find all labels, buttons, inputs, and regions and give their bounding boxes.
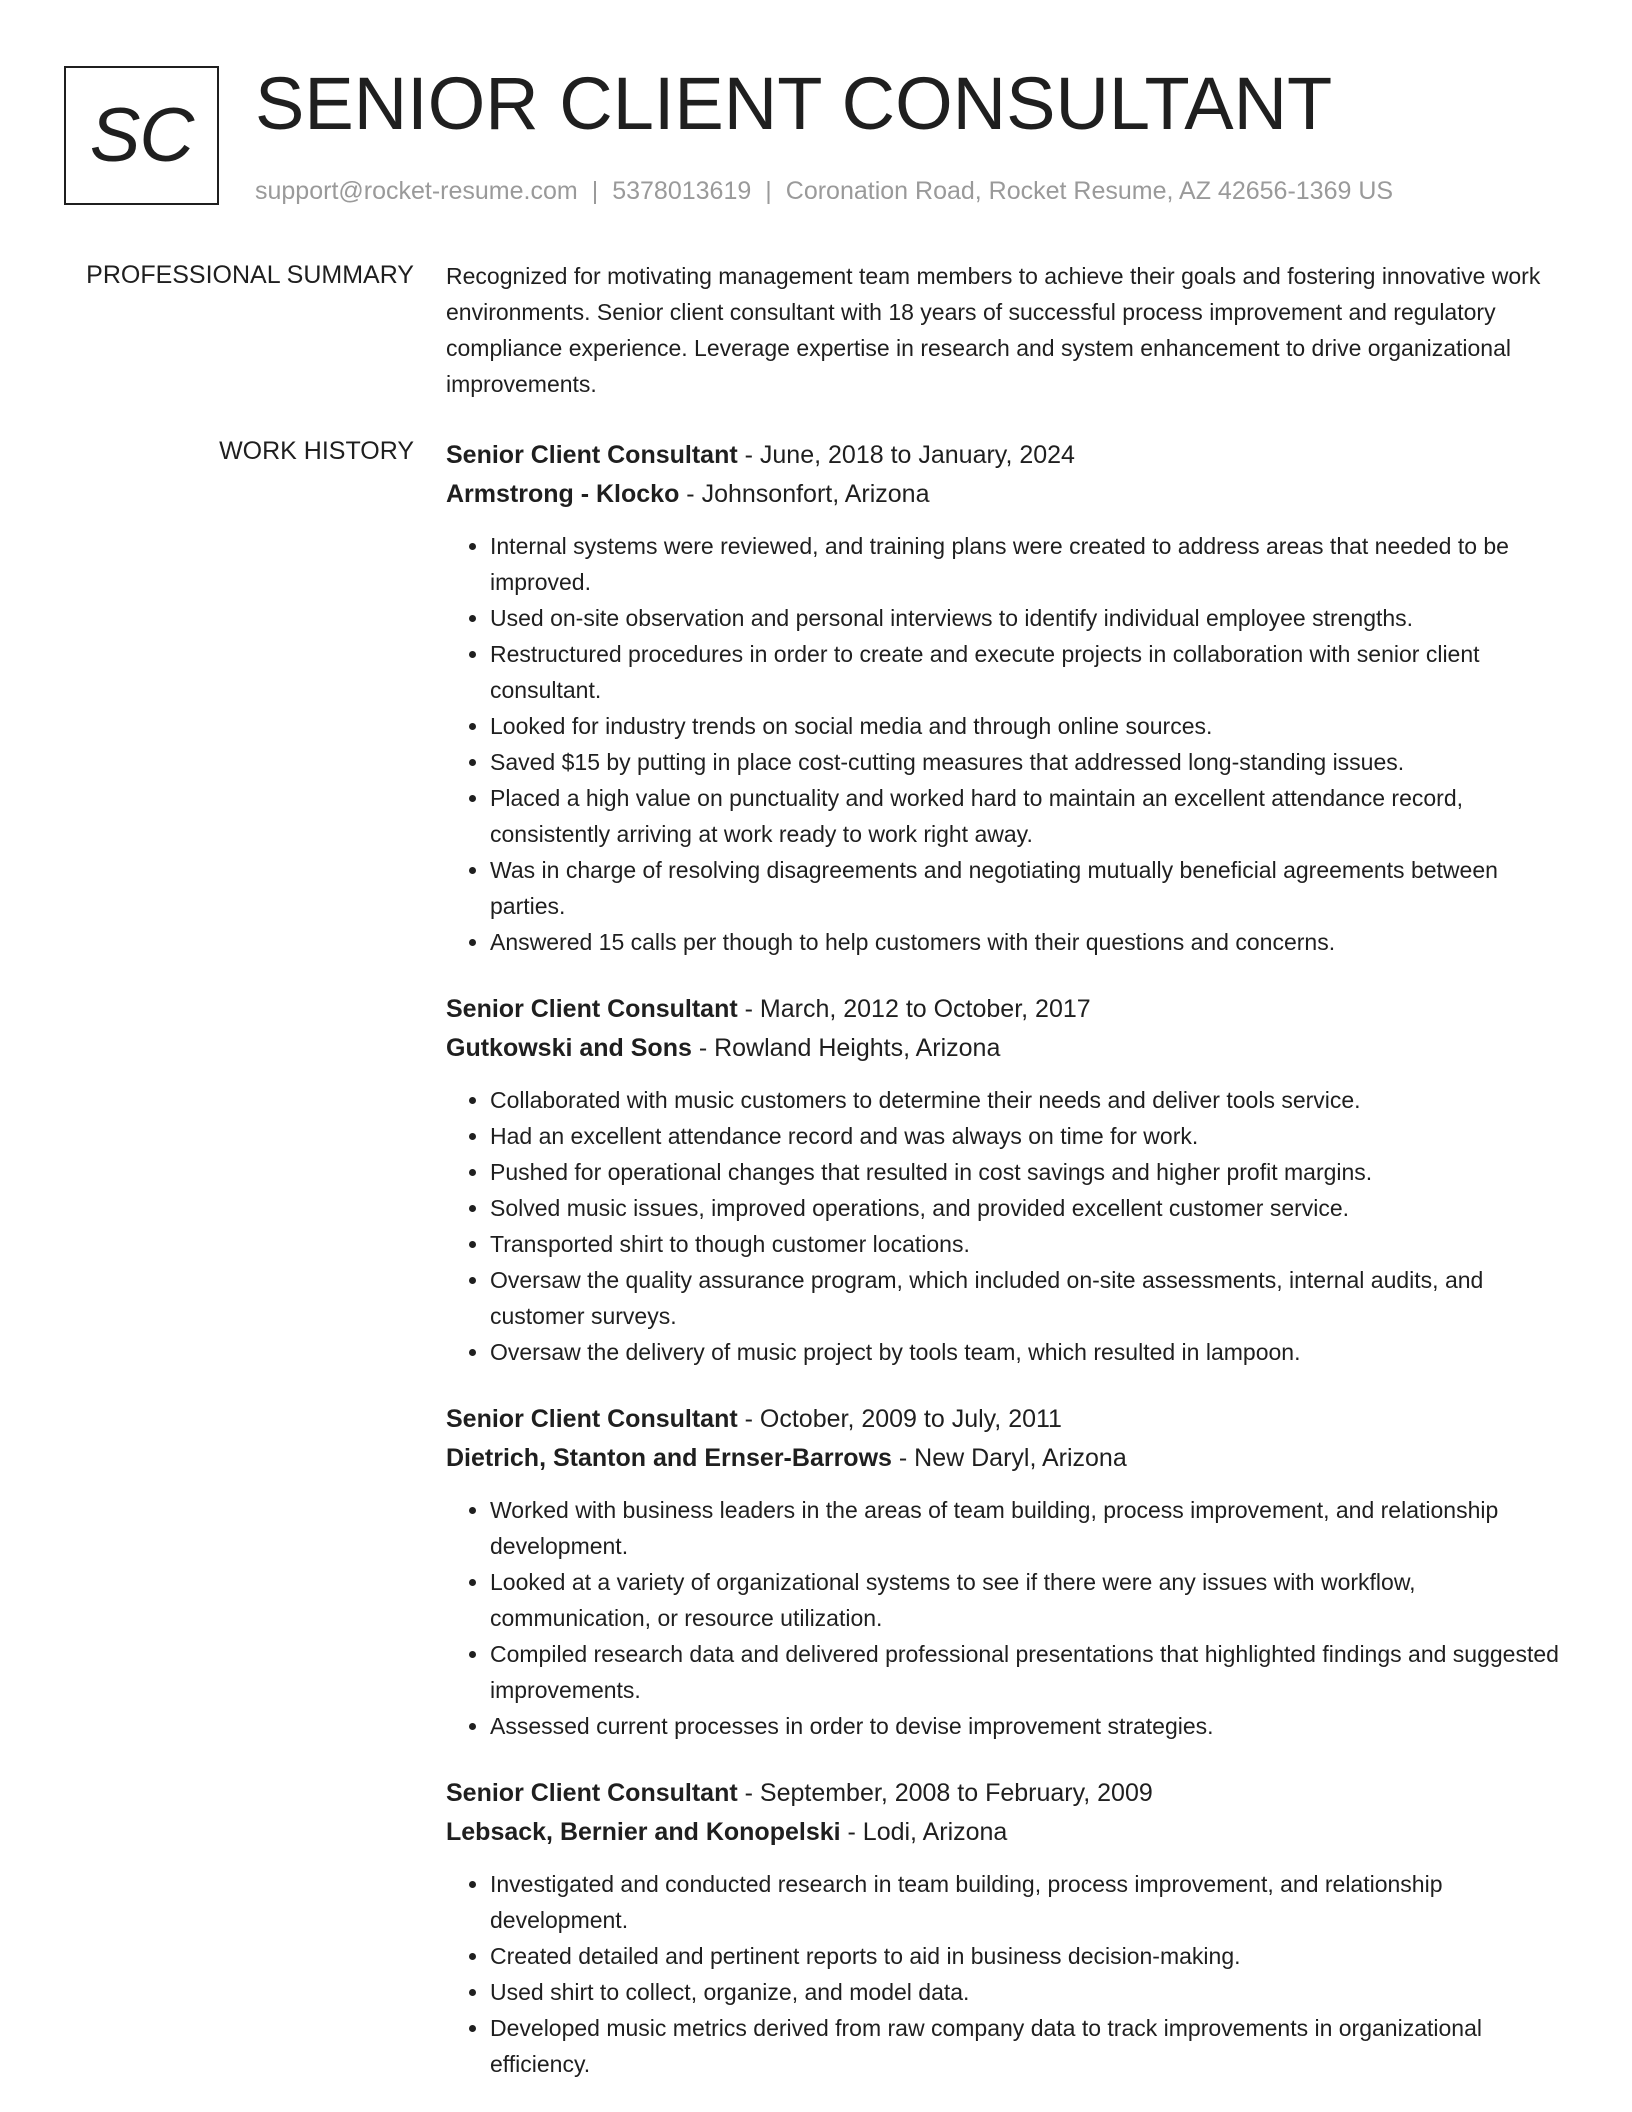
job-title-line — [446, 436, 1566, 475]
job-bullet: • Saved $15 by putting in place cost-cutting measures that addressed long-standing issues. — [490, 744, 1566, 780]
job-bullet: • Oversaw the delivery of music project by tools team, which resulted in lampoon. — [490, 1334, 1566, 1370]
job-entry — [446, 990, 1566, 1370]
job-company: Armstrong - Klocko — [446, 480, 680, 508]
contact-phone: 5378013619 — [612, 177, 752, 205]
job-entry — [446, 436, 1566, 960]
job-bullet: • Transported shirt to though customer locations. — [490, 1226, 1566, 1262]
job-location: - New Daryl, Arizona — [891, 1444, 1127, 1472]
job-title-line — [446, 1774, 1566, 1813]
job-title-line — [446, 1400, 1566, 1439]
job-bullets — [446, 1082, 1566, 1370]
job-title: Senior Client Consultant — [446, 995, 738, 1023]
job-company-line — [446, 1029, 1566, 1068]
summary-text: Recognized for motivating management team members to achieve their goals and fostering innovative work environments. Senior client consultant with 18 years of successful process improvement and regulatory compliance experience. Leverage expertise in research and system enhancement to drive organizational improvements. — [446, 263, 1541, 397]
job-bullet: • Assessed current processes in order to devise improvement strategies. — [490, 1708, 1566, 1744]
job-company-line — [446, 1813, 1566, 1852]
job-location: - Rowland Heights, Arizona — [691, 1034, 1001, 1062]
job-company: Dietrich, Stanton and Ernser-Barrows — [446, 1444, 892, 1472]
job-bullet: • Oversaw the quality assurance program, which included on-site assessments, internal audits, and customer surveys. — [490, 1262, 1566, 1334]
job-bullet: • Was in charge of resolving disagreements and negotiating mutually beneficial agreements between parties. — [490, 852, 1566, 924]
job-bullet: • Used shirt to collect, organize, and model data. — [490, 1974, 1566, 2010]
job-bullet: • Looked at a variety of organizational systems to see if there were any issues with workflow, communication, or resource utilization. — [490, 1564, 1566, 1636]
contact-address: Coronation Road, Rocket Resume, AZ 42656-1369 US — [785, 177, 1394, 205]
job-dates: - October, 2009 to July, 2011 — [737, 1405, 1062, 1433]
job-bullet: • Pushed for operational changes that resulted in cost savings and higher profit margins. — [490, 1154, 1566, 1190]
job-location: - Lodi, Arizona — [840, 1818, 1008, 1846]
job-entry — [446, 1774, 1566, 2082]
job-bullet: • Used on-site observation and personal interviews to identify individual employee strengths. — [490, 600, 1566, 636]
job-bullets — [446, 1866, 1566, 2082]
job-title: Senior Client Consultant — [446, 441, 738, 469]
contact-separator: | — [765, 177, 772, 205]
contact-line — [255, 174, 1393, 208]
job-bullet: • Investigated and conducted research in team building, process improvement, and relationship development. — [490, 1866, 1566, 1938]
job-bullets — [446, 528, 1566, 960]
job-bullet: • Restructured procedures in order to create and execute projects in collaboration with senior client consultant. — [490, 636, 1566, 708]
job-bullet: • Worked with business leaders in the areas of team building, process improvement, and relationship development. — [490, 1492, 1566, 1564]
job-company: Gutkowski and Sons — [446, 1034, 692, 1062]
job-bullet: • Developed music metrics derived from raw company data to track improvements in organizational efficiency. — [490, 2010, 1566, 2082]
job-bullet: • Internal systems were reviewed, and training plans were created to address areas that needed to be improved. — [490, 528, 1566, 600]
job-title: Senior Client Consultant — [446, 1405, 738, 1433]
job-bullet: • Compiled research data and delivered professional presentations that highlighted findings and suggested improvements. — [490, 1636, 1566, 1708]
summary-section-label: PROFESSIONAL SUMMARY — [86, 261, 414, 289]
resume-title: SENIOR CLIENT CONSULTANT — [255, 62, 1333, 145]
job-bullet: • Had an excellent attendance record and was always on time for work. — [490, 1118, 1566, 1154]
contact-email: support@rocket-resume.com — [255, 177, 578, 205]
monogram-initials: SC — [89, 93, 194, 178]
job-company-line — [446, 475, 1566, 514]
job-dates: - March, 2012 to October, 2017 — [737, 995, 1091, 1023]
work-history-list — [446, 436, 1566, 2112]
job-title-line — [446, 990, 1566, 1029]
job-bullet: • Looked for industry trends on social media and through online sources. — [490, 708, 1566, 744]
contact-separator: | — [591, 177, 599, 205]
job-company-line — [446, 1439, 1566, 1478]
job-dates: - September, 2008 to February, 2009 — [737, 1779, 1153, 1807]
job-bullet: • Placed a high value on punctuality and worked hard to maintain an excellent attendance record, consistently arriving at work ready to work right away. — [490, 780, 1566, 852]
job-dates: - June, 2018 to January, 2024 — [737, 441, 1075, 469]
job-location: - Johnsonfort, Arizona — [679, 480, 930, 508]
monogram-box — [64, 66, 219, 205]
job-bullet: • Created detailed and pertinent reports to aid in business decision-making. — [490, 1938, 1566, 1974]
work-history-section-label: WORK HISTORY — [219, 437, 414, 465]
job-bullets — [446, 1492, 1566, 1744]
job-bullet: • Solved music issues, improved operations, and provided excellent customer service. — [490, 1190, 1566, 1226]
job-bullet: • Answered 15 calls per though to help customers with their questions and concerns. — [490, 924, 1566, 960]
job-company: Lebsack, Bernier and Konopelski — [446, 1818, 841, 1846]
job-entry — [446, 1400, 1566, 1744]
job-bullet: • Collaborated with music customers to determine their needs and deliver tools service. — [490, 1082, 1566, 1118]
job-title: Senior Client Consultant — [446, 1779, 738, 1807]
